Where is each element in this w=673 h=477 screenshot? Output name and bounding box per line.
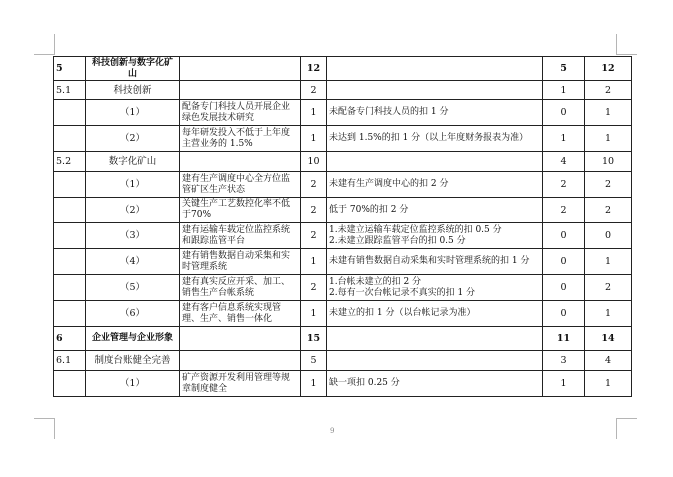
row-requirement: 建有运输车载定位监控系统和跟踪监管平台 [180, 223, 301, 249]
row-item: 数字化矿山 [86, 152, 180, 172]
row-requirement: 建有销售数据自动采集和实时管理系统 [180, 249, 301, 275]
table-row-detail [54, 100, 632, 126]
row-value-final: 0 [585, 223, 632, 249]
row-criterion: 缺一项扣 0.25 分 [327, 371, 543, 397]
row-criterion [327, 152, 543, 172]
row-value-final: 1 [585, 301, 632, 327]
row-value-self: 0 [543, 301, 585, 327]
row-item: （1） [86, 100, 180, 126]
table-row-detail [54, 223, 632, 249]
row-criterion: 1.未建立运输车载定位监控系统的扣 0.5 分 2.未建立跟踪监管平台的扣 0.5 分 [327, 223, 543, 249]
row-number [54, 223, 86, 249]
row-value-self: 0 [543, 275, 585, 301]
row-item: 企业管理与企业形象 [86, 327, 180, 351]
crop-mark-top-right [616, 34, 637, 55]
row-criterion: 低于 70%的扣 2 分 [327, 198, 543, 223]
row-value-self: 1 [543, 371, 585, 397]
row-value-final: 10 [585, 152, 632, 172]
row-score: 2 [301, 198, 327, 223]
row-requirement: 建有真实反应开采、加工、销售生产台帐系统 [180, 275, 301, 301]
row-value-final: 2 [585, 275, 632, 301]
row-criterion: 未建有销售数据自动采集和实时管理系统的扣 1 分 [327, 249, 543, 275]
row-value-self: 2 [543, 172, 585, 198]
row-requirement: 建有生产调度中心全方位监管矿区生产状态 [180, 172, 301, 198]
row-value-self: 2 [543, 198, 585, 223]
row-requirement [180, 327, 301, 351]
table-row-section [54, 327, 632, 351]
row-number: 6 [54, 327, 86, 351]
row-item: （4） [86, 249, 180, 275]
row-score: 1 [301, 371, 327, 397]
row-value-self: 4 [543, 152, 585, 172]
table-row-sub [54, 81, 632, 100]
crop-mark-bottom-left [34, 418, 55, 439]
row-score: 2 [301, 172, 327, 198]
row-criterion: 未达到 1.5%的扣 1 分（以上年度财务报表为准） [327, 126, 543, 152]
row-number [54, 371, 86, 397]
row-score: 5 [301, 351, 327, 371]
row-criterion [327, 351, 543, 371]
row-item: 科技创新与数字化矿山 [86, 57, 180, 81]
row-requirement [180, 81, 301, 100]
row-requirement: 每年研发投入不低于上年度主营业务的 1.5% [180, 126, 301, 152]
row-value-final: 14 [585, 327, 632, 351]
row-item: （6） [86, 301, 180, 327]
row-score: 15 [301, 327, 327, 351]
row-score: 10 [301, 152, 327, 172]
row-criterion: 未建立的扣 1 分（以台帐记录为准） [327, 301, 543, 327]
row-value-self: 1 [543, 126, 585, 152]
row-number: 5.1 [54, 81, 86, 100]
row-item: 科技创新 [86, 81, 180, 100]
row-item: （1） [86, 371, 180, 397]
table-row-detail [54, 301, 632, 327]
row-requirement: 建有客户信息系统实现管理、生产、销售一体化 [180, 301, 301, 327]
crop-mark-bottom-right [616, 418, 637, 439]
row-score: 2 [301, 223, 327, 249]
row-value-final: 1 [585, 371, 632, 397]
row-item: 制度台账健全完善 [86, 351, 180, 371]
row-value-final: 1 [585, 100, 632, 126]
row-number [54, 198, 86, 223]
row-item: （2） [86, 198, 180, 223]
row-value-final: 2 [585, 198, 632, 223]
row-value-self: 11 [543, 327, 585, 351]
row-requirement: 配备专门科技人员开展企业绿色发展技术研究 [180, 100, 301, 126]
row-criterion [327, 57, 543, 81]
table-row-detail [54, 172, 632, 198]
row-criterion [327, 81, 543, 100]
row-score: 12 [301, 57, 327, 81]
row-requirement [180, 152, 301, 172]
row-value-self: 0 [543, 249, 585, 275]
row-criterion: 1.台帐未建立的扣 2 分 2.每有一次台帐记录不真实的扣 1 分 [327, 275, 543, 301]
row-score: 1 [301, 100, 327, 126]
row-criterion [327, 327, 543, 351]
row-value-self: 5 [543, 57, 585, 81]
row-requirement: 关键生产工艺数控化率不低于70% [180, 198, 301, 223]
row-value-final: 1 [585, 126, 632, 152]
table-row-sub [54, 152, 632, 172]
row-number [54, 249, 86, 275]
row-value-final: 4 [585, 351, 632, 371]
row-item: （3） [86, 223, 180, 249]
row-value-self: 0 [543, 100, 585, 126]
crop-mark-top-left [34, 34, 55, 55]
row-score: 1 [301, 126, 327, 152]
row-number [54, 100, 86, 126]
row-score: 1 [301, 249, 327, 275]
table-row-detail [54, 198, 632, 223]
row-item: （2） [86, 126, 180, 152]
row-number: 5 [54, 57, 86, 81]
table-row-detail [54, 275, 632, 301]
row-number [54, 275, 86, 301]
row-number [54, 172, 86, 198]
row-value-final: 2 [585, 172, 632, 198]
row-item: （5） [86, 275, 180, 301]
row-value-self: 1 [543, 81, 585, 100]
table-row-section [54, 57, 632, 81]
row-value-final: 1 [585, 249, 632, 275]
row-number: 6.1 [54, 351, 86, 371]
row-criterion: 未配备专门科技人员的扣 1 分 [327, 100, 543, 126]
table-row-sub [54, 351, 632, 371]
table-row-detail [54, 249, 632, 275]
evaluation-table [53, 56, 632, 397]
table-row-detail [54, 371, 632, 397]
table-row-detail [54, 126, 632, 152]
row-number [54, 126, 86, 152]
row-number: 5.2 [54, 152, 86, 172]
row-score: 1 [301, 301, 327, 327]
row-requirement [180, 351, 301, 371]
row-criterion: 未建有生产调度中心的扣 2 分 [327, 172, 543, 198]
row-item: （1） [86, 172, 180, 198]
row-requirement [180, 57, 301, 81]
row-value-final: 12 [585, 57, 632, 81]
page-number: 9 [330, 427, 335, 435]
row-score: 2 [301, 275, 327, 301]
row-score: 2 [301, 81, 327, 100]
row-value-self: 0 [543, 223, 585, 249]
row-value-self: 3 [543, 351, 585, 371]
row-value-final: 2 [585, 81, 632, 100]
row-number [54, 301, 86, 327]
row-requirement: 矿产资源开发利用管理等规章制度健全 [180, 371, 301, 397]
